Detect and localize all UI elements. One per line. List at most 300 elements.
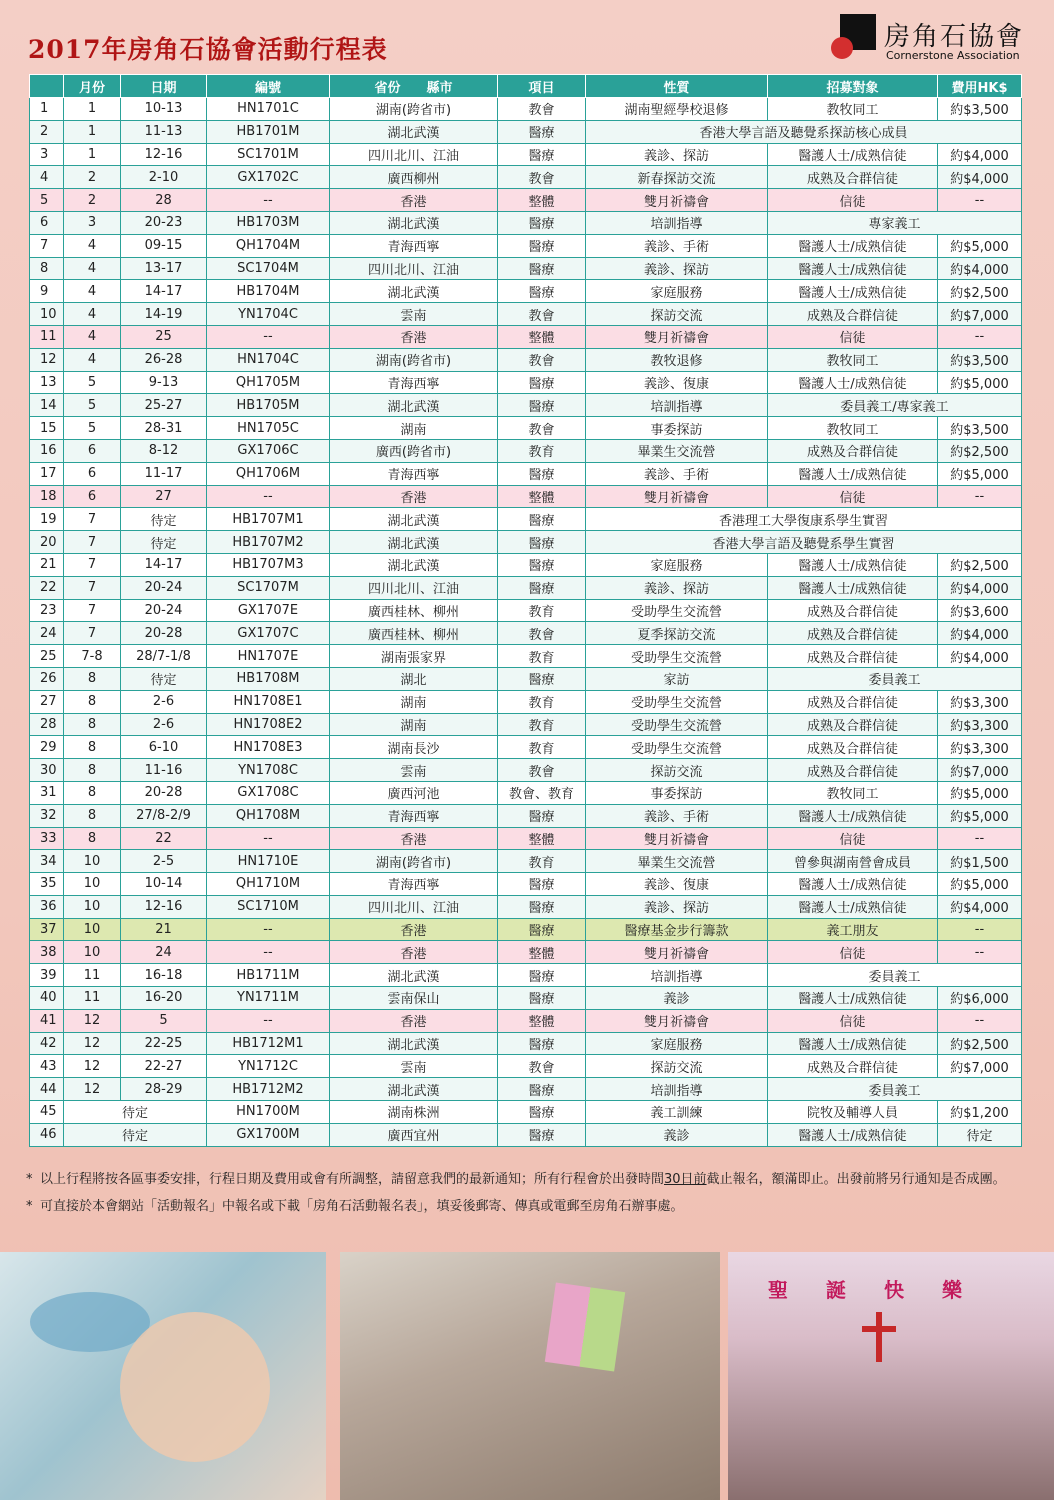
table-cell: 義診、復康: [586, 371, 768, 394]
table-cell: 5: [64, 394, 121, 417]
table-cell: 教會: [498, 303, 586, 326]
table-cell: 約$6,000: [938, 987, 1022, 1010]
table-cell: 6: [64, 485, 121, 508]
table-cell: 28-31: [121, 417, 207, 440]
table-cell: 醫療: [498, 1123, 586, 1146]
table-cell: 畢業生交流營: [586, 850, 768, 873]
table-cell: 教牧同工: [768, 417, 938, 440]
table-cell: 12: [64, 1009, 121, 1032]
table-cell: 7: [64, 576, 121, 599]
table-cell: 醫護人士/成熟信徒: [768, 804, 938, 827]
table-cell: 醫療基金步行籌款: [586, 918, 768, 941]
table-cell: HB1703M: [207, 211, 330, 234]
table-cell: --: [938, 941, 1022, 964]
table-cell: 7: [64, 531, 121, 554]
table-row: [30, 394, 1022, 417]
page-title: 2017年房角石協會活動行程表: [28, 35, 388, 64]
table-cell: 31: [30, 781, 64, 804]
column-header: 日期: [121, 75, 207, 98]
table-cell: 受助學生交流營: [586, 645, 768, 668]
table-cell: 29: [30, 736, 64, 759]
table-cell: HB1707M1: [207, 508, 330, 531]
table-cell: 委員義工: [768, 667, 1022, 690]
table-cell: 雲南保山: [330, 987, 498, 1010]
table-cell: 1: [30, 98, 64, 121]
table-cell: 24: [121, 941, 207, 964]
table-cell: 培訓指導: [586, 211, 768, 234]
table-cell: 38: [30, 941, 64, 964]
table-cell: 整體: [498, 189, 586, 212]
table-row: [30, 257, 1022, 280]
table-cell: 義診、探訪: [586, 143, 768, 166]
table-cell: 香港: [330, 918, 498, 941]
table-cell: 雲南: [330, 1055, 498, 1078]
table-cell: 9: [30, 280, 64, 303]
table-cell: 醫療: [498, 280, 586, 303]
table-cell: 教會: [498, 417, 586, 440]
table-cell: 11: [30, 325, 64, 348]
table-cell: 7: [64, 622, 121, 645]
table-cell: 42: [30, 1032, 64, 1055]
table-cell: HN1701C: [207, 98, 330, 121]
table-cell: 湖北武漢: [330, 531, 498, 554]
table-cell: 成熟及合群信徒: [768, 599, 938, 622]
table-row: [30, 166, 1022, 189]
table-cell: 受助學生交流營: [586, 690, 768, 713]
table-cell: 義診、手術: [586, 234, 768, 257]
table-cell: 10: [64, 873, 121, 896]
table-header: [30, 75, 1022, 98]
table-cell: 2: [64, 189, 121, 212]
table-cell: 2-10: [121, 166, 207, 189]
table-cell: 待定: [64, 1101, 207, 1124]
logo: [830, 14, 1040, 64]
table-cell: 2-6: [121, 713, 207, 736]
table-cell: 培訓指導: [586, 964, 768, 987]
table-cell: 21: [30, 553, 64, 576]
table-row: [30, 462, 1022, 485]
table-cell: 25: [121, 325, 207, 348]
table-cell: 雙月祈禱會: [586, 827, 768, 850]
table-cell: 34: [30, 850, 64, 873]
table-cell: 雙月祈禱會: [586, 325, 768, 348]
table-row: [30, 417, 1022, 440]
table-cell: 醫護人士/成熟信徒: [768, 1032, 938, 1055]
table-cell: 湖南: [330, 417, 498, 440]
table-cell: 曾參與湖南營會成員: [768, 850, 938, 873]
table-cell: 14-19: [121, 303, 207, 326]
table-cell: 27/8-2/9: [121, 804, 207, 827]
table-row: [30, 348, 1022, 371]
schedule-table: [29, 74, 1022, 1147]
table-row: [30, 781, 1022, 804]
table-cell: HN1707E: [207, 645, 330, 668]
table-cell: 4: [64, 280, 121, 303]
table-cell: 20-24: [121, 576, 207, 599]
table-cell: 27: [30, 690, 64, 713]
table-cell: 湖北武漢: [330, 211, 498, 234]
table-cell: 專家義工: [768, 211, 1022, 234]
table-cell: GX1708C: [207, 781, 330, 804]
table-cell: 家訪: [586, 667, 768, 690]
table-cell: 醫療: [498, 234, 586, 257]
table-cell: HB1701M: [207, 120, 330, 143]
table-cell: 28/7-1/8: [121, 645, 207, 668]
table-cell: HB1707M3: [207, 553, 330, 576]
table-cell: 湖南: [330, 713, 498, 736]
table-cell: GX1706C: [207, 439, 330, 462]
table-cell: 16-18: [121, 964, 207, 987]
table-cell: 11: [64, 964, 121, 987]
table-cell: 5: [30, 189, 64, 212]
table-cell: 義診、探訪: [586, 576, 768, 599]
table-cell: 30: [30, 759, 64, 782]
table-cell: 10-13: [121, 98, 207, 121]
table-cell: 22: [30, 576, 64, 599]
table-cell: 教會、教育: [498, 781, 586, 804]
table-cell: 10: [64, 918, 121, 941]
table-cell: 醫療: [498, 531, 586, 554]
table-cell: 約$7,000: [938, 303, 1022, 326]
table-cell: 9-13: [121, 371, 207, 394]
asterisk-icon: *: [26, 1199, 33, 1214]
table-cell: 成熟及合群信徒: [768, 166, 938, 189]
table-row: [30, 941, 1022, 964]
table-row: [30, 850, 1022, 873]
table-row: [30, 1032, 1022, 1055]
table-cell: 青海西寧: [330, 873, 498, 896]
table-cell: HN1704C: [207, 348, 330, 371]
table-cell: 約$5,000: [938, 234, 1022, 257]
table-row: [30, 827, 1022, 850]
table-cell: 約$3,600: [938, 599, 1022, 622]
column-header: 項目: [498, 75, 586, 98]
table-cell: 約$4,000: [938, 143, 1022, 166]
table-cell: 待定: [121, 508, 207, 531]
table-cell: 醫療: [498, 143, 586, 166]
table-cell: 8: [64, 667, 121, 690]
table-cell: 約$3,500: [938, 98, 1022, 121]
table-cell: 40: [30, 987, 64, 1010]
table-cell: 約$1,200: [938, 1101, 1022, 1124]
table-cell: 約$4,000: [938, 895, 1022, 918]
table-cell: 雲南: [330, 759, 498, 782]
table-cell: 教會: [498, 348, 586, 371]
table-row: [30, 189, 1022, 212]
table-cell: 醫護人士/成熟信徒: [768, 234, 938, 257]
table-cell: 四川北川、江油: [330, 257, 498, 280]
table-cell: 事委探訪: [586, 781, 768, 804]
table-row: [30, 439, 1022, 462]
photo-strip: [0, 1252, 1054, 1500]
table-cell: 14-17: [121, 280, 207, 303]
table-cell: --: [207, 941, 330, 964]
table-cell: 醫護人士/成熟信徒: [768, 462, 938, 485]
table-cell: 家庭服務: [586, 553, 768, 576]
table-cell: 23: [30, 599, 64, 622]
table-cell: 整體: [498, 1009, 586, 1032]
table-cell: --: [207, 827, 330, 850]
table-cell: 25: [30, 645, 64, 668]
table-cell: 成熟及合群信徒: [768, 690, 938, 713]
table-cell: 46: [30, 1123, 64, 1146]
table-row: [30, 1055, 1022, 1078]
table-cell: --: [207, 485, 330, 508]
table-cell: YN1708C: [207, 759, 330, 782]
table-cell: 受助學生交流營: [586, 599, 768, 622]
table-row: [30, 713, 1022, 736]
table-cell: 醫護人士/成熟信徒: [768, 895, 938, 918]
table-cell: 湖南(跨省市): [330, 850, 498, 873]
table-cell: 教牧同工: [768, 348, 938, 371]
table-cell: 約$3,500: [938, 348, 1022, 371]
table-row: [30, 576, 1022, 599]
table-cell: HB1704M: [207, 280, 330, 303]
table-row: [30, 873, 1022, 896]
table-cell: 成熟及合群信徒: [768, 759, 938, 782]
table-cell: 約$4,000: [938, 257, 1022, 280]
table-cell: 20: [30, 531, 64, 554]
table-cell: 青海西寧: [330, 462, 498, 485]
table-cell: 醫療: [498, 394, 586, 417]
table-cell: 35: [30, 873, 64, 896]
table-cell: SC1710M: [207, 895, 330, 918]
table-cell: 4: [64, 348, 121, 371]
table-row: [30, 759, 1022, 782]
table-cell: 培訓指導: [586, 1078, 768, 1101]
table-cell: 約$4,000: [938, 576, 1022, 599]
table-cell: 義工朋友: [768, 918, 938, 941]
table-cell: SC1704M: [207, 257, 330, 280]
table-cell: 香港大學言語及聽覺系探訪核心成員: [586, 120, 1022, 143]
table-cell: 醫療: [498, 211, 586, 234]
table-cell: 約$7,000: [938, 1055, 1022, 1078]
table-cell: 27: [121, 485, 207, 508]
table-cell: 12: [64, 1032, 121, 1055]
table-row: [30, 987, 1022, 1010]
table-cell: HB1712M1: [207, 1032, 330, 1055]
table-cell: 教育: [498, 599, 586, 622]
table-cell: 教會: [498, 622, 586, 645]
table-cell: 約$3,500: [938, 417, 1022, 440]
table-cell: 湖南株洲: [330, 1101, 498, 1124]
table-cell: 醫護人士/成熟信徒: [768, 987, 938, 1010]
table-cell: 5: [64, 371, 121, 394]
table-cell: 信徒: [768, 1009, 938, 1032]
note-text: 以上行程將按各區事委安排，行程日期及費用或會有所調整，請留意我們的最新通知；所有行程會於出發時間: [40, 1172, 665, 1187]
table-cell: 12: [64, 1055, 121, 1078]
table-cell: 8: [64, 827, 121, 850]
table-cell: 約$3,300: [938, 713, 1022, 736]
table-cell: 醫療: [498, 873, 586, 896]
column-header: 招募對象: [768, 75, 938, 98]
christmas-gathering-photo: [728, 1252, 1054, 1500]
table-cell: 委員義工: [768, 1078, 1022, 1101]
table-cell: 湖北武漢: [330, 280, 498, 303]
table-cell: 醫護人士/成熟信徒: [768, 873, 938, 896]
table-cell: 家庭服務: [586, 1032, 768, 1055]
table-cell: 1: [64, 98, 121, 121]
table-cell: 20-28: [121, 781, 207, 804]
table-cell: 雲南: [330, 303, 498, 326]
table-cell: 湖北武漢: [330, 394, 498, 417]
table-row: [30, 531, 1022, 554]
table-cell: 醫療: [498, 576, 586, 599]
table-cell: 09-15: [121, 234, 207, 257]
table-cell: HN1708E2: [207, 713, 330, 736]
table-cell: 湖北武漢: [330, 553, 498, 576]
table-cell: 醫護人士/成熟信徒: [768, 371, 938, 394]
note-item: [26, 1170, 1026, 1189]
table-cell: 5: [64, 417, 121, 440]
table-row: [30, 508, 1022, 531]
column-header: [30, 75, 64, 98]
table-cell: 7: [64, 508, 121, 531]
table-cell: 湖南(跨省市): [330, 98, 498, 121]
table-cell: 32: [30, 804, 64, 827]
table-cell: 待定: [121, 531, 207, 554]
table-cell: 教牧退修: [586, 348, 768, 371]
table-cell: 待定: [938, 1123, 1022, 1146]
table-cell: 青海西寧: [330, 234, 498, 257]
table-cell: 13-17: [121, 257, 207, 280]
table-cell: 8: [64, 804, 121, 827]
table-cell: 家庭服務: [586, 280, 768, 303]
table-cell: 14: [30, 394, 64, 417]
table-cell: HB1705M: [207, 394, 330, 417]
table-cell: 教牧同工: [768, 781, 938, 804]
table-cell: 教會: [498, 759, 586, 782]
table-cell: 整體: [498, 941, 586, 964]
table-row: [30, 622, 1022, 645]
column-header: 月份: [64, 75, 121, 98]
table-cell: 成熟及合群信徒: [768, 713, 938, 736]
table-cell: 7: [64, 599, 121, 622]
table-cell: 8: [64, 713, 121, 736]
table-row: [30, 98, 1022, 121]
table-cell: 44: [30, 1078, 64, 1101]
table-cell: 26: [30, 667, 64, 690]
table-row: [30, 371, 1022, 394]
table-cell: 委員義工/專家義工: [768, 394, 1022, 417]
table-cell: 醫護人士/成熟信徒: [768, 576, 938, 599]
table-cell: 39: [30, 964, 64, 987]
table-cell: 雙月祈禱會: [586, 485, 768, 508]
table-cell: --: [938, 189, 1022, 212]
table-cell: 2-5: [121, 850, 207, 873]
table-cell: 湖北武漢: [330, 508, 498, 531]
table-row: [30, 325, 1022, 348]
table-cell: 信徒: [768, 827, 938, 850]
table-cell: YN1711M: [207, 987, 330, 1010]
table-cell: 約$2,500: [938, 1032, 1022, 1055]
table-cell: 10: [64, 850, 121, 873]
table-cell: GX1707C: [207, 622, 330, 645]
table-cell: QH1708M: [207, 804, 330, 827]
table-cell: 香港: [330, 189, 498, 212]
table-cell: YN1712C: [207, 1055, 330, 1078]
table-cell: HN1708E1: [207, 690, 330, 713]
table-cell: 湖南張家界: [330, 645, 498, 668]
table-cell: 青海西寧: [330, 371, 498, 394]
table-row: [30, 918, 1022, 941]
table-cell: SC1707M: [207, 576, 330, 599]
table-cell: 義診: [586, 987, 768, 1010]
table-cell: 6: [30, 211, 64, 234]
table-cell: 湖北: [330, 667, 498, 690]
table-cell: 12-16: [121, 895, 207, 918]
table-cell: 教育: [498, 713, 586, 736]
table-cell: 醫療: [498, 1101, 586, 1124]
table-row: [30, 804, 1022, 827]
table-cell: 教會: [498, 166, 586, 189]
table-cell: 教育: [498, 736, 586, 759]
table-cell: 湖北武漢: [330, 120, 498, 143]
table-row: [30, 234, 1022, 257]
table-cell: 2-6: [121, 690, 207, 713]
table-cell: 約$4,000: [938, 622, 1022, 645]
table-cell: 教育: [498, 645, 586, 668]
table-cell: 香港: [330, 1009, 498, 1032]
table-cell: 8: [30, 257, 64, 280]
cross-icon: [876, 1312, 882, 1362]
table-cell: 約$5,000: [938, 873, 1022, 896]
column-header: 性質: [586, 75, 768, 98]
table-cell: 教育: [498, 439, 586, 462]
table-cell: 約$7,000: [938, 759, 1022, 782]
table-cell: --: [938, 485, 1022, 508]
table-cell: 事委探訪: [586, 417, 768, 440]
table-cell: 22-27: [121, 1055, 207, 1078]
table-cell: --: [207, 1009, 330, 1032]
table-cell: --: [938, 325, 1022, 348]
table-cell: --: [938, 918, 1022, 941]
note-text: 可直接於本會網站「活動報名」中報名或下載「房角石活動報名表」，填妥後郵寄、傳真或電郵至房角石辦事處。: [40, 1199, 684, 1214]
table-cell: HB1711M: [207, 964, 330, 987]
table-cell: 8: [64, 781, 121, 804]
table-cell: 成熟及合群信徒: [768, 303, 938, 326]
table-cell: 四川北川、江油: [330, 895, 498, 918]
table-cell: 香港: [330, 325, 498, 348]
table-cell: --: [207, 918, 330, 941]
table-cell: QH1706M: [207, 462, 330, 485]
table-cell: 45: [30, 1101, 64, 1124]
table-cell: 28: [30, 713, 64, 736]
table-cell: 湖南(跨省市): [330, 348, 498, 371]
table-cell: 13: [30, 371, 64, 394]
table-cell: 院牧及輔導人員: [768, 1101, 938, 1124]
table-cell: 33: [30, 827, 64, 850]
table-cell: 義診、探訪: [586, 257, 768, 280]
table-cell: 受助學生交流營: [586, 736, 768, 759]
table-cell: 探訪交流: [586, 1055, 768, 1078]
table-cell: 湖北武漢: [330, 1032, 498, 1055]
table-cell: 約$2,500: [938, 553, 1022, 576]
table-cell: HN1705C: [207, 417, 330, 440]
table-cell: 約$2,500: [938, 439, 1022, 462]
table-cell: 43: [30, 1055, 64, 1078]
table-cell: 義診、探訪: [586, 895, 768, 918]
asterisk-icon: *: [26, 1172, 33, 1187]
table-cell: 醫療: [498, 553, 586, 576]
group-photo: [340, 1252, 720, 1500]
table-cell: 7: [30, 234, 64, 257]
table-cell: 信徒: [768, 941, 938, 964]
table-cell: 雙月祈禱會: [586, 1009, 768, 1032]
table-cell: 四川北川、江油: [330, 576, 498, 599]
table-cell: 待定: [121, 667, 207, 690]
table-cell: 教會: [498, 1055, 586, 1078]
